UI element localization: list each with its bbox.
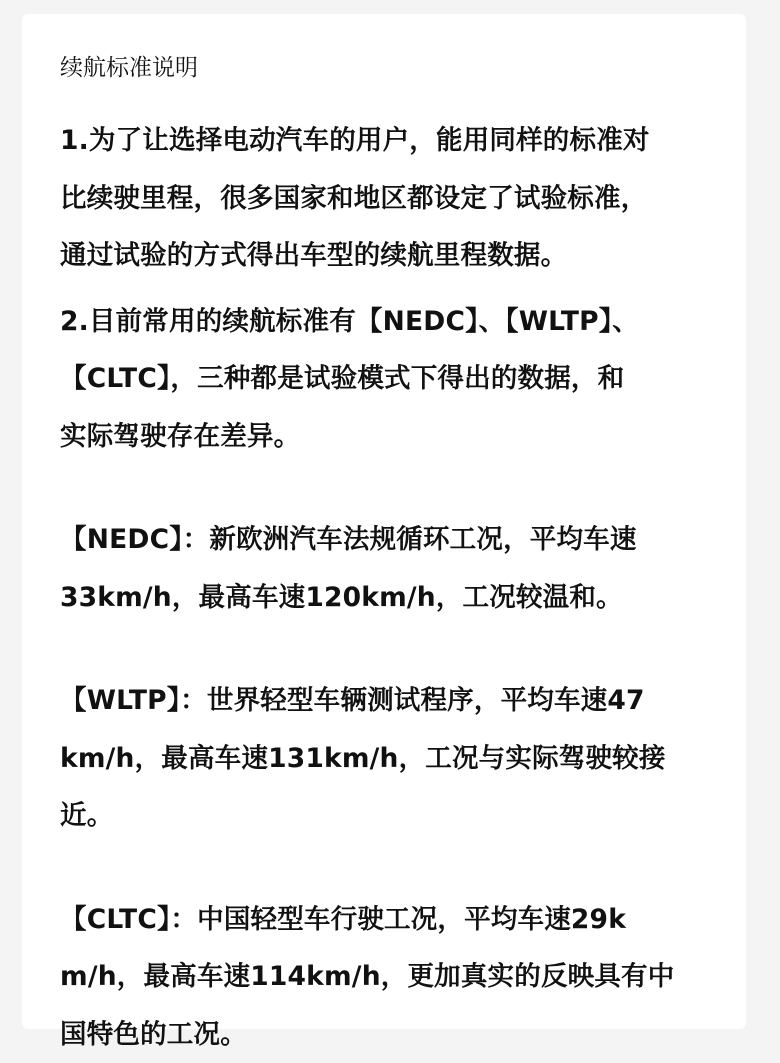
article-heading: 续航标准说明 [60, 48, 740, 88]
paragraph-line: 【NEDC】：新欧洲汽车法规循环工况，平均车速 [60, 511, 740, 569]
paragraph-line: 【CLTC】，三种都是试验模式下得出的数据，和 [60, 350, 740, 408]
paragraph-line: 实际驾驶存在差异。 [60, 408, 740, 466]
paragraph-line: 【CLTC】：中国轻型车行驶工况，平均车速29k [60, 891, 740, 949]
paragraph-line: 33km/h，最高车速120km/h，工况较温和。 [60, 569, 740, 627]
paragraph-line: 比续驶里程，很多国家和地区都设定了试验标准， [60, 170, 740, 228]
paragraph-line: km/h，最高车速131km/h，工况与实际驾驶较接 [60, 730, 740, 788]
paragraph-line: 国特色的工况。 [60, 1006, 740, 1063]
paragraph-purpose [60, 112, 740, 285]
paragraph-line: m/h，最高车速114km/h，更加真实的反映具有中 [60, 948, 740, 1006]
paragraph-wltp [60, 672, 740, 845]
paragraph-line: 近。 [60, 787, 740, 845]
paragraph-nedc [60, 511, 740, 626]
paragraph-cltc [60, 891, 740, 1063]
paragraph-line: 2.目前常用的续航标准有【NEDC】、【WLTP】、 [60, 293, 740, 351]
paragraph-line: 【WLTP】：世界轻型车辆测试程序，平均车速47 [60, 672, 740, 730]
paragraph-line: 通过试验的方式得出车型的续航里程数据。 [60, 227, 740, 285]
paragraph-standards [60, 293, 740, 466]
paragraph-line: 1.为了让选择电动汽车的用户，能用同样的标准对 [60, 112, 740, 170]
article-content [60, 48, 740, 1063]
